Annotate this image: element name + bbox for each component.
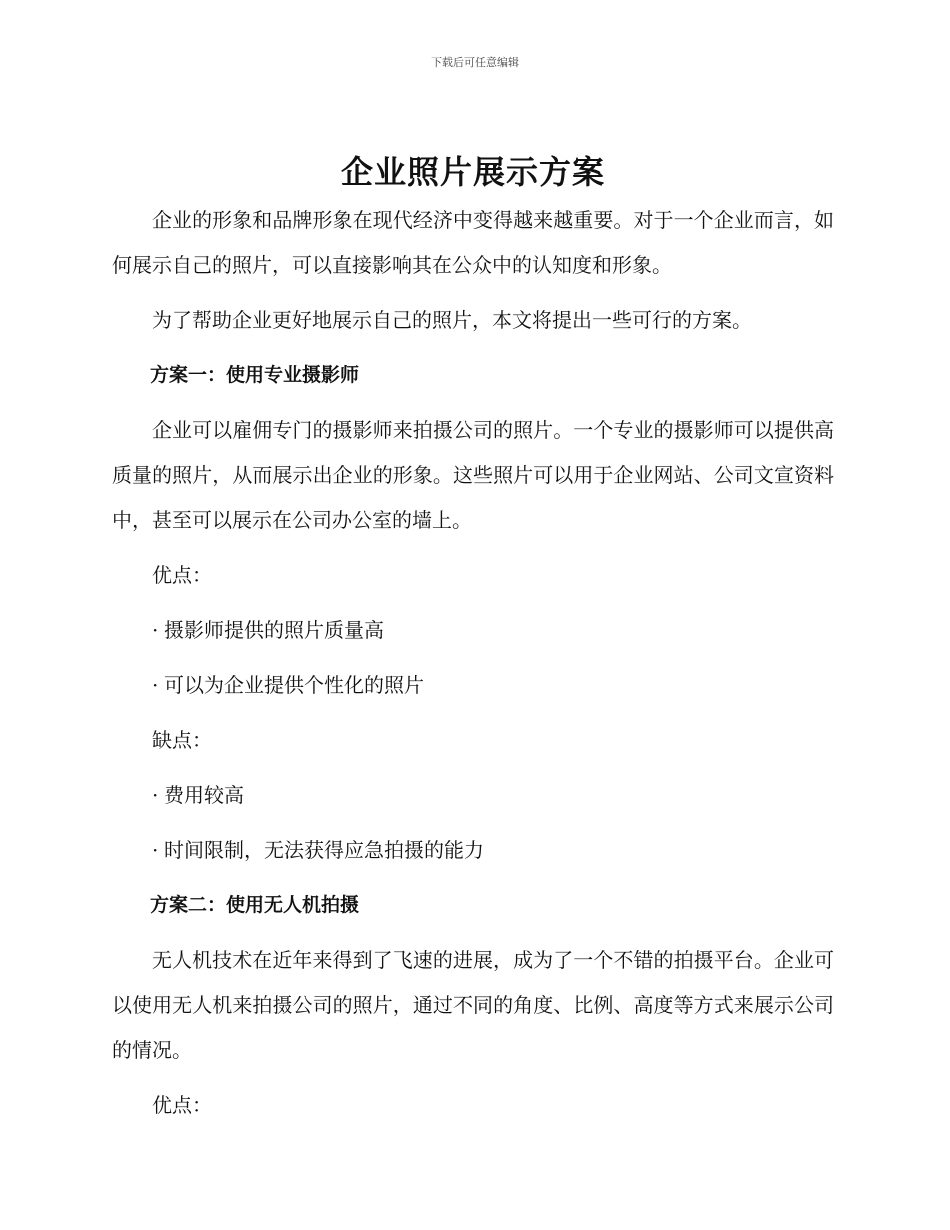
- document-title: 企业照片展示方案: [340, 153, 605, 191]
- plan1-body: 企业可以雇佣专门的摄影师来拍摄公司的照片。一个专业的摄影师可以提供高质量的照片，从而展示出企业的形象。这些照片可以用于企业网站、公司文宣资料中，甚至可以展示在公司办公室的墙上。: [112, 418, 834, 532]
- bullet-icon: ·: [152, 673, 159, 697]
- plan1-cons-label: 缺点：: [152, 728, 212, 752]
- plan1-con-1: 费用较高: [164, 783, 244, 807]
- bullet-icon: ·: [152, 838, 159, 862]
- plan1-con-2: 时间限制，无法获得应急拍摄的能力: [164, 838, 484, 862]
- bullet-icon: ·: [152, 618, 159, 642]
- list-item: [112, 773, 834, 818]
- list-item: [112, 828, 834, 873]
- plan2-heading: 方案二：使用无人机拍摄: [150, 894, 360, 916]
- list-item: [112, 608, 834, 653]
- plan2-pros-label: 优点：: [152, 1093, 212, 1117]
- plan1-pro-2: 可以为企业提供个性化的照片: [164, 673, 424, 697]
- bullet-icon: ·: [152, 783, 159, 807]
- intro-paragraph-1: 企业的形象和品牌形象在现代经济中变得越来越重要。对于一个企业而言，如何展示自己的照片，可以直接影响其在公众中的认知度和形象。: [112, 208, 834, 277]
- plan1-pros-label: 优点：: [152, 563, 212, 587]
- plan2-body: 无人机技术在近年来得到了飞速的进展，成为了一个不错的拍摄平台。企业可以使用无人机来拍摄公司的照片，通过不同的角度、比例、高度等方式来展示公司的情况。: [112, 948, 834, 1062]
- list-item: [112, 663, 834, 708]
- document-body: [112, 150, 834, 1138]
- plan1-heading: 方案一：使用专业摄影师: [150, 364, 360, 386]
- intro-paragraph-2: 为了帮助企业更好地展示自己的照片，本文将提出一些可行的方案。: [152, 308, 752, 332]
- plan1-pro-1: 摄影师提供的照片质量高: [164, 618, 384, 642]
- header-note: 下载后可任意编辑: [431, 56, 519, 69]
